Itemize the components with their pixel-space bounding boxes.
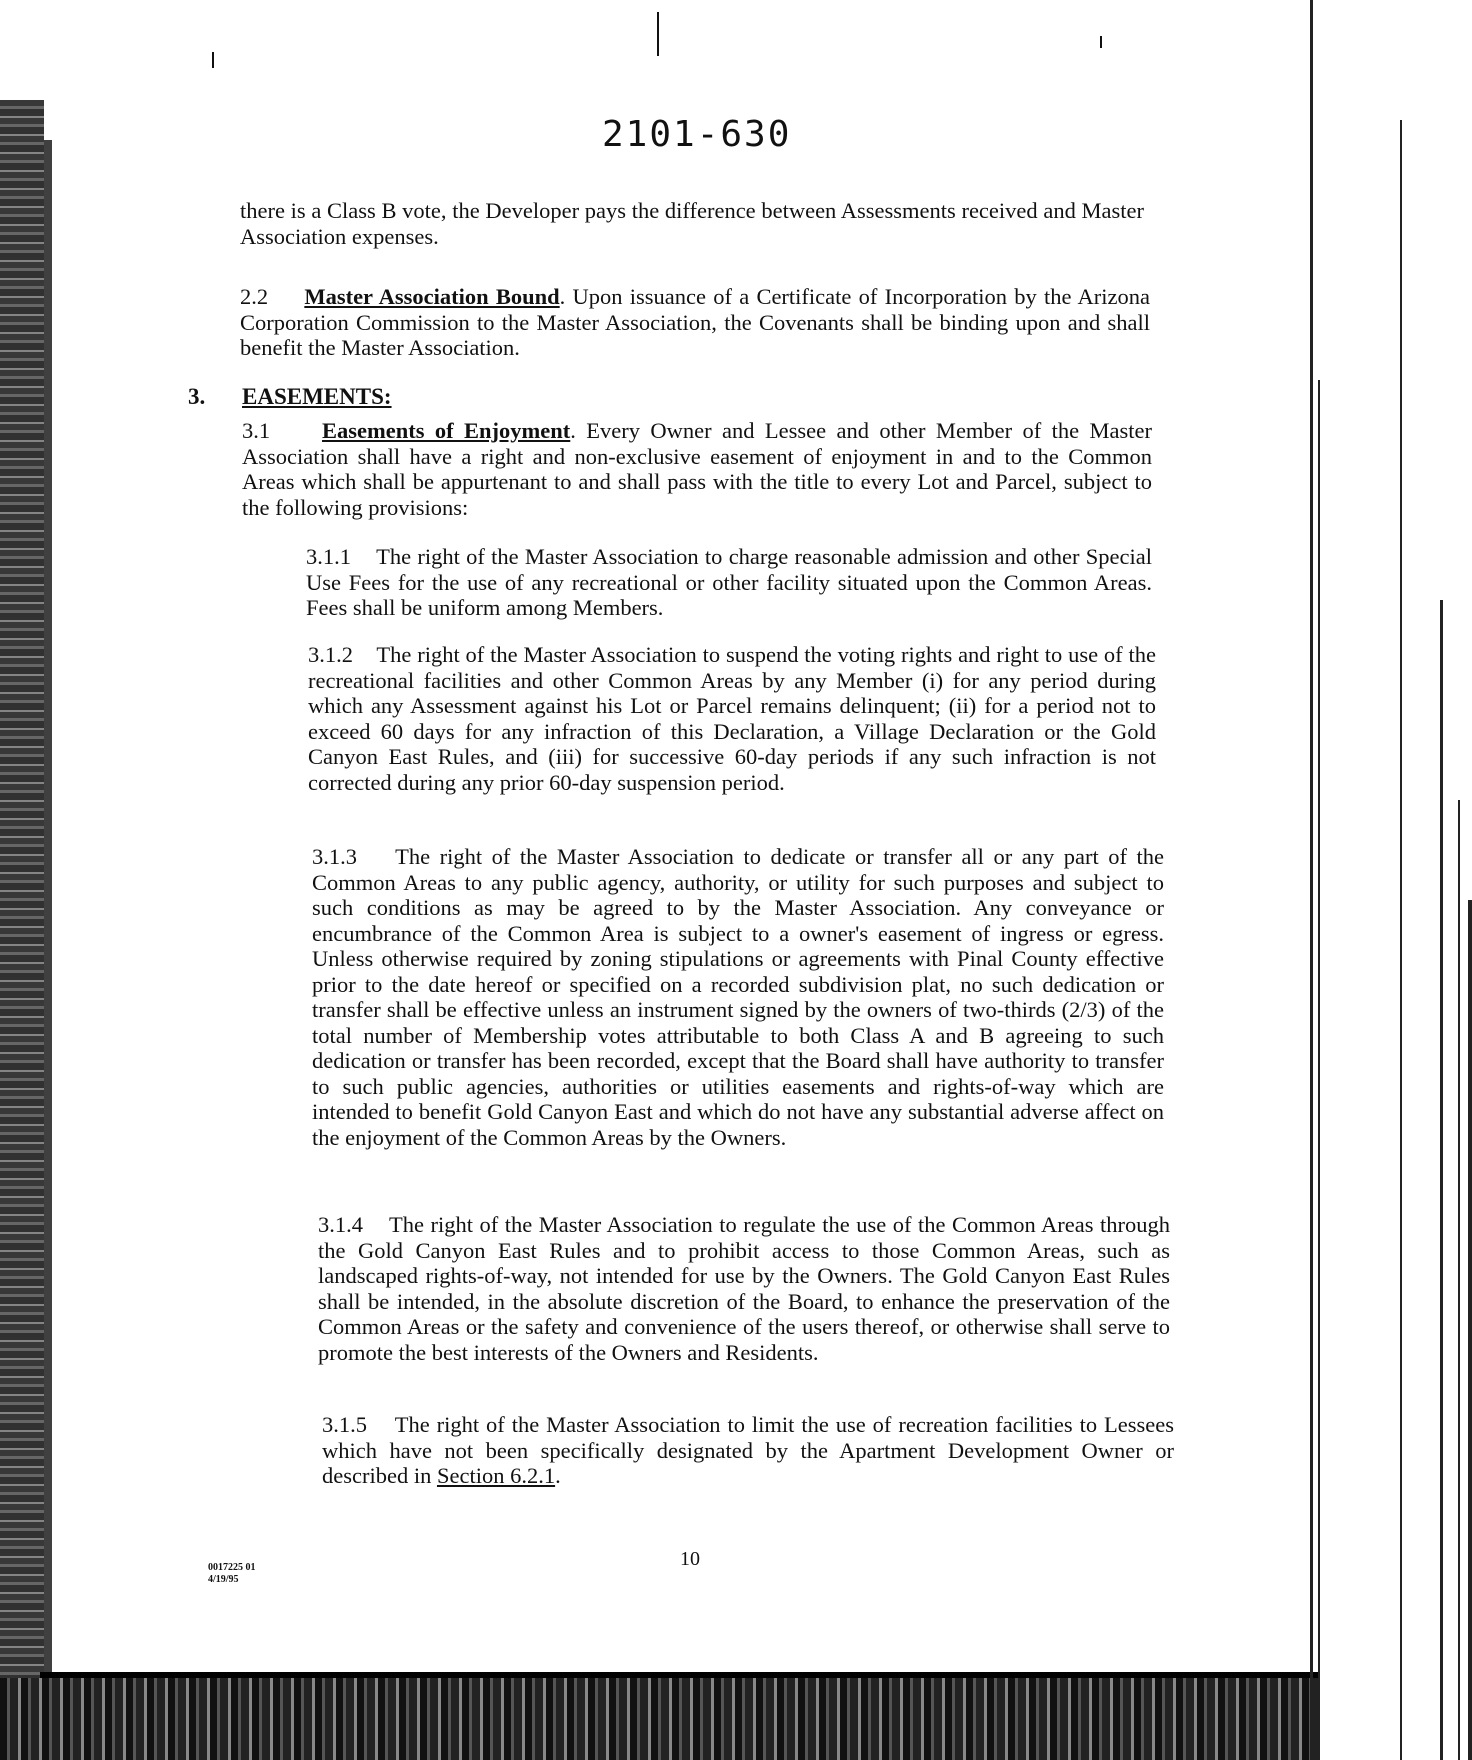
scan-edge-left <box>0 100 44 1720</box>
scan-edge-left-inner <box>44 140 52 1700</box>
section-title: Master Association Bound <box>304 284 560 309</box>
provision-3-1-2 <box>308 642 1156 795</box>
provision-number: 3.1.1 <box>306 544 351 569</box>
document-number: 2101-630 <box>602 114 792 155</box>
provision-text: The right of the Master Association to suspend the voting rights and right to use of the recreational facilities and other Common Areas by any Member (i) for any period during which any Assessment against his Lot or Parcel remains delinquent; (ii) for a period not to exceed 60 days for any infraction of this Declaration, a Village Declaration or the Gold Canyon East Rules, and (iii) for successive 60-day periods if any such infraction is not corrected during any prior 60-day suspension period. <box>308 642 1156 795</box>
provision-text: The right of the Master Association to limit the use of recreation facilities to Lessees which have not been specifically designated by the Apartment Development Owner or described in <box>322 1412 1174 1488</box>
page-number: 10 <box>680 1548 700 1570</box>
scan-mark <box>1100 36 1102 48</box>
section-text: . Every Owner and Lessee and other Member of the Master Association shall have a right and non-exclusive easement of enjoyment in and to the Common Areas which shall be appurtenant to and shall pass with the title to every Lot and Parcel, subject to the following provisions: <box>242 418 1153 520</box>
scan-edge-right <box>1468 900 1472 1760</box>
provision-number: 3.1.2 <box>308 642 353 667</box>
section-2-2 <box>240 284 1150 361</box>
provision-3-1-5 <box>322 1412 1174 1489</box>
section-number: 2.2 <box>240 284 269 309</box>
scan-edge-right <box>1318 380 1320 1760</box>
provision-text: The right of the Master Association to regulate the use of the Common Areas through the Gold Canyon East Rules and to prohibit access to those Common Areas, such as landscaped rights-of-way, not intended for use by the Owners. The Gold Canyon East Rules shall be intended, in the absolute discretion of the Board, to enhance the preservation of the Common Areas or the safety and convenience of the users thereof, or otherwise shall serve to promote the best interests of the Owners and Residents. <box>318 1212 1170 1365</box>
scan-edge-bottom <box>0 1678 1320 1760</box>
scan-mark <box>657 12 659 56</box>
provision-text: The right of the Master Association to dedicate or transfer all or any part of the Common Areas to any public agency, authority, or utility for such purposes and subject to such conditions as may be agreed to by the Master Association. Any conveyance or encumbrance of the Common Area is subject to a owner's easement of ingress or egress. Unless otherwise required by zoning stipulations or agreements with Pinal County effective prior to the date hereof or specified on a recorded subdivision plat, no such dedication or transfer shall be effective unless an instrument signed by the owners of two-thirds (2/3) of the total number of Membership votes attributable to both Class A and B agreeing to such dedication or transfer has been recorded, except that the Board shall have authority to transfer to such public agencies, authorities or utilities easements and rights-of-way which are intended to benefit Gold Canyon East and which do not have any substantial adverse affect on the enjoyment of the Common Areas by the Owners. <box>312 844 1165 1150</box>
section-3-1 <box>242 418 1152 520</box>
continuation-paragraph: there is a Class B vote, the Developer pays the difference between Assessments received and Master Association expenses. <box>240 198 1144 249</box>
provision-end: . <box>555 1463 561 1488</box>
document-code <box>208 1562 256 1586</box>
provision-number: 3.1.5 <box>322 1412 367 1437</box>
provision-3-1-4 <box>318 1212 1170 1365</box>
scan-edge-right <box>1458 800 1460 1760</box>
section-3-number: 3. <box>188 384 206 409</box>
provision-3-1-1 <box>306 544 1152 621</box>
provision-number: 3.1.4 <box>318 1212 363 1237</box>
section-3-heading: EASEMENTS: <box>242 384 392 409</box>
scan-edge-right <box>1310 0 1313 1760</box>
document-date-line: 4/19/95 <box>208 1574 239 1585</box>
provision-3-1-3 <box>312 844 1164 1150</box>
scan-edge-right <box>1440 600 1443 1760</box>
section-number: 3.1 <box>242 418 271 443</box>
scan-mark <box>212 52 214 68</box>
scan-edge-right <box>1400 120 1402 1760</box>
section-reference-link[interactable]: Section 6.2.1 <box>436 1463 556 1488</box>
section-text: . Upon issuance of a Certificate of Incorporation by the Arizona Corporation Commission to the Master Association, the Covenants shall be binding upon and shall benefit the Master Association. <box>240 284 1150 360</box>
section-title: Easements of Enjoyment <box>322 418 571 443</box>
document-code-line: 0017225 01 <box>208 1562 256 1573</box>
provision-text: The right of the Master Association to charge reasonable admission and other Special Use Fees for the use of any recreational or other facility situated upon the Common Areas. Fees shall be uniform among Members. <box>306 544 1152 620</box>
provision-number: 3.1.3 <box>312 844 357 869</box>
